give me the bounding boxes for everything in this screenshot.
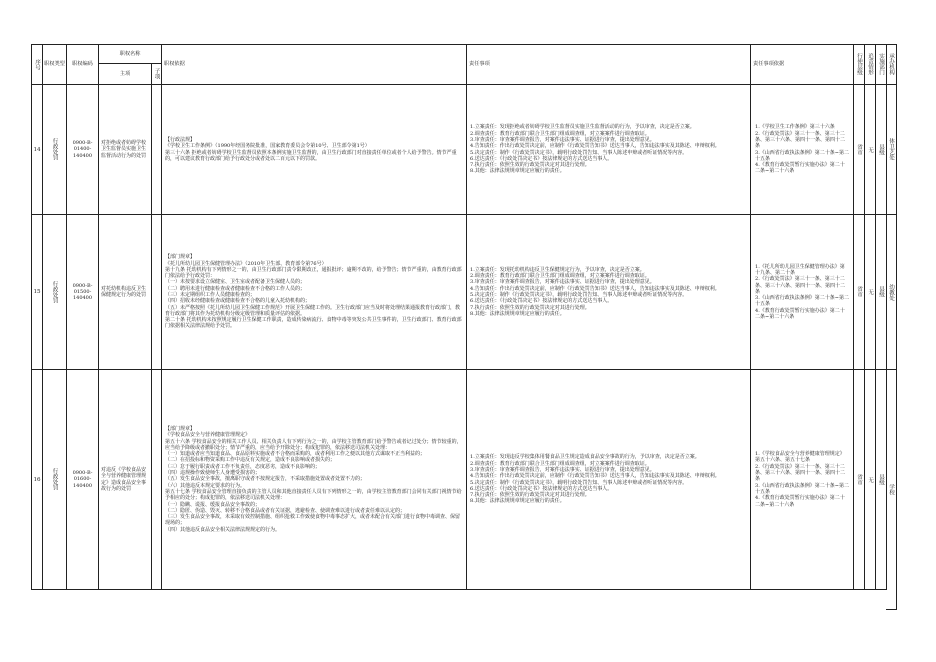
row-exercise-level: 省市: [854, 215, 865, 370]
table-row: [32, 85, 887, 215]
header-sub-item: 子项: [152, 64, 162, 85]
row-basis-text: 【部门规章】 《学校食品安全与营养健康管理规定》 第五十六条 学校食品安全的相关工作人员、相关负责人有下列行为之一的，由学校主管教育部门给予警告或者记过处分；情节较重的，应当给予降级或者撤职处分；情节严重的，应当给予开除处分；构成犯罪的，依法移送司法机关处理： （一）知道或者应当知道食品、食品原料实施或者不合格而采购的，或者利用工作之便以其他方式谋取不正当利益的； （二）在招投标和物资采购工作中违反有关规定，造成不良影响或者损失的； （三）怠于履行职责或者工作不负责任，态度恶劣，造成不良影响的； （四）违规操作致使师生人身遭受损害的； （五）发生食品安全事故，擅离职守或者不按规定报告，不采取措施处置或者处置不力的； （六）其他违反本规定要求的行为。 第五十七条 学校食品安全管理直接负责的主管人员和其他直接责任人员有下列情形之一的，由学校主管教育部门会同有关部门视情节给予相应的处分；构成犯罪的，依法移送司法机关处理： （一）隐瞒、谎报、缓报食品安全事故的； （二）隐匿、伪造、毁灭、转移不合格食品或者有关证据，逃避检查、使调查难以进行或者责任难以认定的； （三）发生食品安全事故，未采取有效控制措施、组织抢救工作致使食物中毒事态扩大，或者未配合有关部门进行食物中毒调查、保留现场的； （四）其他违反食品安全相关法律法规规定的行为。: [165, 425, 462, 533]
row-basis: [162, 370, 467, 590]
header-resp-basis: 责任事项依据: [751, 45, 854, 85]
remark-column: [886, 44, 897, 610]
row-resp-basis: [751, 215, 854, 370]
row-responsibility-text: 1.立案责任：发现托幼机构违反卫生保健规定行为，予以审查，决定是否立案。 2.调查责任：教育行政部门联合卫生部门组成调查组，对立案案件进行调查取证。 3.审查责任：审查案件调查报告，对案件违法事实、证据进行审查，提出处理意见。 4.告知责任：作出行政处罚决定前，应制作《行政处罚告知书》送达当事人，告知违法事实及其陈述、申辩权利。 5.决定责任：制作《行政处罚决定书》，载明行政处罚告知、当事人陈述申辩或者听证情况等内容。 6.送达责任：《行政处罚决定书》按法律规定的方式送达当事人。 7.执行责任：依照生效的行政处罚决定对其进行处理。 8.其他：法律法规规章规定应履行的责任。: [470, 266, 720, 317]
header-code: 职权编码: [67, 45, 99, 85]
row-responsibility: [467, 370, 751, 590]
header-seq: 序号: [32, 45, 43, 85]
row-dept: 县级: [876, 215, 887, 370]
row-category: 行政处罚: [43, 370, 67, 590]
row-main-item: 对违反《学校食品安全与营养健康管理规定》造成食品安全事故行为的处罚: [99, 370, 152, 590]
header-basis: 职权依据: [162, 45, 467, 85]
row-sub-item: [152, 85, 162, 215]
row-resp-basis-text: 1.《学校卫生工作条例》第三十六条 2.《行政处罚法》第三十一条、第三十二条、第三十六条、第四十一条、第四十二条 3.《山西省行政执法条例》第二十条~第二十五条 4.《教育行政处罚暂行实施办法》第二十二条~第二十六条: [755, 124, 849, 175]
header-name-group: 职权名称: [99, 45, 162, 64]
row-resp-basis-text: 1.《托儿所幼儿园卫生保健管理办法》第十九条、第二十条 2.《行政处罚法》第三十一条、第三十二条、第三十六条、第四十一条、第四十二条 3.《山西省行政执法条例》第二十条~第二十五条 4.《教育行政处罚暂行实施办法》第二十二条~第二十六条: [755, 263, 849, 321]
table-row: [32, 370, 887, 590]
header-row-1: [32, 45, 887, 64]
row-responsibility-text: 1.立案责任：发现违反学校集体用餐食品卫生规定造成食品安全事故的行为，予以审查，决定是否立案。 2.调查责任：教育行政部门联合卫生部门组成调查组，对立案案件进行调查取证。 3.审查责任：审查案件调查报告，对案件违法事实、证据进行审查，提出处理意见。 4.告知责任：作出行政处罚决定前，应制作《行政处罚告知书》送达当事人，告知违法事实及其陈述、申辩权利。 5.决定责任：制作《行政处罚决定书》，载明行政处罚告知、当事人陈述申辩或者听证情况等内容。 6.送达责任：《行政处罚决定书》按法律规定的方式送达当事人。 7.执行责任：依照生效的行政处罚决定对其进行处理。 8.其他：法律法规规章规定应履行的责任。: [470, 454, 720, 505]
row-code: 0900-B-01600-140400: [67, 370, 99, 590]
row-seq: 14: [32, 85, 43, 215]
row-exercise-level: 省市: [854, 370, 865, 590]
row-sub-item: [152, 370, 162, 590]
row-sub-item: [152, 215, 162, 370]
row-category: 行政处罚: [43, 215, 67, 370]
row-main-item: 对拒绝或者妨碍学校卫生监督员实施卫生监督活动行为的处罚: [99, 85, 152, 215]
row-resp-basis: [751, 85, 854, 215]
header-exercise-level: 行使层级: [854, 45, 865, 85]
row-responsibility: [467, 85, 751, 215]
remark-header: 承办机构: [886, 45, 896, 85]
row-responsibility-text: 1.立案责任：发现拒绝或者妨碍学校卫生监督员实施卫生监督活动的行为，予以审查，决定是否立案。 2.调查责任：教育行政部门联合卫生部门组成调查组，对立案案件进行调查取证。 3.审查责任：审查案件调查报告，对案件违法事实、证据进行审查，提出处理意见。 4.告知责任：作出行政处罚决定前，应制作《行政处罚告知书》送达当事人，告知违法事实及其陈述、申辩权利。 5.决定责任：制作《行政处罚决定书》，载明行政处罚告知、当事人陈述申辩或者听证情况等内容。 6.送达责任：《行政处罚决定书》按法律规定的方式送达当事人。 7.执行责任：依照生效的行政处罚决定对其进行处理。 8.其他：法律法规规章规定应履行的责任。: [470, 124, 720, 175]
powers-table: [31, 44, 887, 590]
row-period: 无: [865, 215, 876, 370]
remark-cell: 幼教处: [886, 215, 896, 370]
row-seq: 15: [32, 215, 43, 370]
table-row: [32, 215, 887, 370]
row-period: 无: [865, 85, 876, 215]
remark-cell: 体卫艺处: [886, 85, 896, 215]
row-code: 0900-B-01400-140400: [67, 85, 99, 215]
header-main-item: 主项: [99, 64, 152, 85]
row-dept: 县级: [876, 370, 887, 590]
row-period: 无: [865, 370, 876, 590]
row-category: 行政处罚: [43, 85, 67, 215]
row-resp-basis-text: 1.《学校食品安全与营养健康管理规定》第五十六条、第五十七条 2.《行政处罚法》第三十一条、第三十二条、第三十六条、第四十一条、第四十二条 3.《山西省行政执法条例》第二十条~第二十五条 4.《教育行政处罚暂行实施办法》第二十二条~第二十六条: [755, 451, 849, 508]
row-seq: 16: [32, 370, 43, 590]
row-resp-basis: [751, 370, 854, 590]
row-basis-text: 【行政法规】 《学校卫生工作条例》（1990年经国务院批准，国家教育委员会令第10号、卫生部令第1号） 第三十六条 拒绝或者妨碍学校卫生监督员依照本条例实施卫生监督的，由卫生行政部门对直接责任单位或者个人给予警告。情节严重的，可以建议教育行政部门给予行政处分或者处以二百元以下的罚款。: [165, 136, 457, 162]
row-main-item: 对托幼机构违反卫生保健规定行为的处罚: [99, 215, 152, 370]
row-responsibility: [467, 215, 751, 370]
header-category: 职权类型: [43, 45, 67, 85]
row-code: 0900-B-01500-140400: [67, 215, 99, 370]
row-exercise-level: 省市: [854, 85, 865, 215]
header-responsibility: 责任事项: [467, 45, 751, 85]
header-period: 追责情形: [865, 45, 876, 85]
header-dept: 实施部门: [876, 45, 887, 85]
row-dept: 县级: [876, 85, 887, 215]
row-basis: [162, 85, 467, 215]
remark-cell: 学校: [888, 483, 894, 496]
row-basis: [162, 215, 467, 370]
row-basis-text: 【部门规章】 《托儿所幼儿园卫生保健管理办法》（2010年卫生部、教育部令第76号） 第十九条 托幼机构有下列情形之一的，由卫生行政部门责令限期改正，通报批评；逾期不改的，给予警告；情节严重的，由教育行政部门依法给予行政处罚： （一）未按要求设立保健室、卫生室或者配备卫生保健人员的； （二）聘用未进行健康检查或者健康检查不合格的工作人员的； （三）未定期组织工作人员健康检查的； （四）招收未经健康检查或健康检查不合格的儿童入托幼机构的； （五）未严格按照《托儿所幼儿园卫生保健工作规范》开展卫生保健工作的。卫生行政部门应当及时将处理结果通报教育行政部门，教育行政部门将其作为托幼机构分级定级管理和质量评估的依据。 第二十条 托幼机构未按照规定履行卫生保健工作职责，造成传染病流行、食物中毒等突发公共卫生事件的，卫生行政部门、教育行政部门依据相关法律法规给予处罚。: [165, 254, 462, 330]
